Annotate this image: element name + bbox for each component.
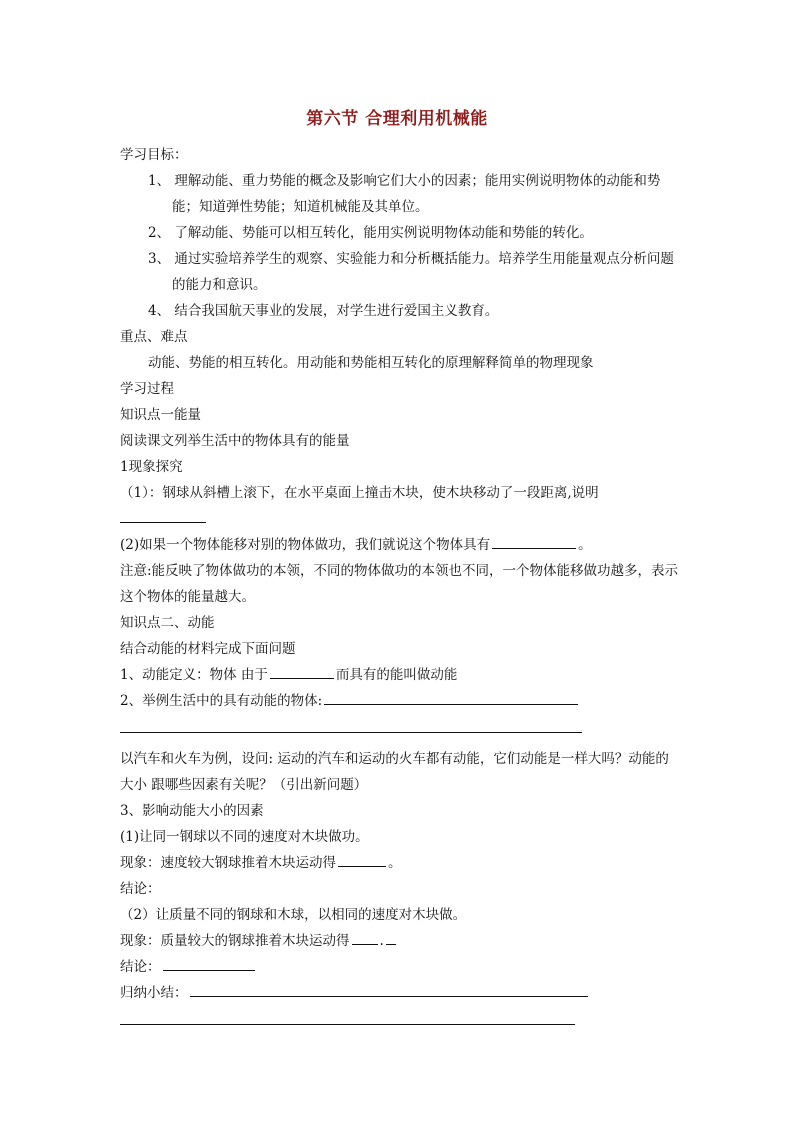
knowledge-point-1: 知识点一能量 xyxy=(120,407,201,423)
note-text: 注意:能反映了物体做功的本领，不同的物体做功的本领也不同，一个物体能移做功越多，表示这个物体的能量越大。 xyxy=(120,563,679,605)
answer-blank-phenomenon-2b[interactable] xyxy=(386,928,396,945)
answer-blank-q1[interactable] xyxy=(120,506,206,523)
experiment-2: （2）让质量不同的钢球和木球，以相同的速度对木块做。 xyxy=(120,907,467,923)
answer-blank-phenomenon-1[interactable] xyxy=(338,850,386,867)
objective-item-1: 1、 理解动能、重力势能的概念及影响它们大小的因素；能用实例说明物体的动能和势能；知道弹性势能；知道机械能及其单位。 xyxy=(148,173,661,215)
process-heading: 学习过程 xyxy=(120,381,174,397)
objective-item-2: 2、 了解动能、势能可以相互转化，能用实例说明物体动能和势能的转化。 xyxy=(148,225,593,241)
experiment-1: (1)让同一钢球以不同的速度对木块做功。 xyxy=(120,829,369,845)
summary-row xyxy=(120,980,680,1006)
conclusion-2-text: 结论： xyxy=(120,959,161,975)
question-1: （1）：钢球从斜槽上滚下，在水平桌面上撞击木块，使木块移动了一段距离,说明 xyxy=(120,485,599,501)
conclusion-1: 结论： xyxy=(120,881,161,897)
question-2-end: 。 xyxy=(578,537,592,553)
example-answer-row xyxy=(120,714,680,740)
phenomenon-2-end: . xyxy=(379,933,384,949)
reading-instruction: 阅读课文列举生活中的物体具有的能量 xyxy=(120,433,350,449)
phenomenon-2-row xyxy=(120,928,680,954)
car-question: 以汽车和火车为例，设问: 运动的汽车和运动的火车都有动能，它们动能是一样大吗？动能的大小 跟哪些因素有关呢？（引出新问题） xyxy=(120,751,669,793)
key-points-text: 动能、势能的相互转化。用动能和势能相互转化的原理解释简单的物理现象 xyxy=(148,355,594,371)
knowledge-point-2: 知识点二、动能 xyxy=(120,615,215,631)
answer-blank-summary-2[interactable] xyxy=(120,1008,575,1025)
objectives-heading: 学习目标： xyxy=(120,147,188,163)
question-2-text: (2)如果一个物体能移对别的物体做功，我们就说这个物体具有 xyxy=(120,537,491,553)
factors-heading: 3、影响动能大小的因素 xyxy=(120,803,264,819)
answer-blank-q2[interactable] xyxy=(492,532,576,549)
definition-text: 1、动能定义：物体 由于 xyxy=(120,667,268,683)
question-2-row xyxy=(120,532,680,558)
answer-blank-example[interactable] xyxy=(324,688,578,705)
phenomenon-explore: 1现象探究 xyxy=(120,459,183,475)
phenomenon-1-text: 现象：速度较大钢球推着木块运动得 xyxy=(120,855,336,871)
question-1-answer-row xyxy=(120,506,680,532)
example-row xyxy=(120,688,680,714)
document-body xyxy=(120,142,680,1032)
page-title: 第六节 合理利用机械能 xyxy=(306,109,488,129)
key-points-heading: 重点、难点 xyxy=(120,329,188,345)
material-instruction: 结合动能的材料完成下面问题 xyxy=(120,641,296,657)
summary-answer-row xyxy=(120,1006,680,1032)
phenomenon-1-row xyxy=(120,850,680,876)
answer-blank-example-2[interactable] xyxy=(120,716,582,733)
example-text: 2、举例生活中的具有动能的物体: xyxy=(120,693,323,709)
definition-end: 而具有的能叫做动能 xyxy=(335,667,458,683)
phenomenon-1-end: 。 xyxy=(388,855,402,871)
definition-row xyxy=(120,662,680,688)
answer-blank-phenomenon-2[interactable] xyxy=(352,928,378,945)
answer-blank-conclusion-2[interactable] xyxy=(163,954,255,971)
answer-blank-summary[interactable] xyxy=(190,980,588,997)
objective-item-4: 4、 结合我国航天事业的发展，对学生进行爱国主义教育。 xyxy=(148,303,499,319)
conclusion-2-row xyxy=(120,954,680,980)
answer-blank-definition[interactable] xyxy=(270,662,334,679)
summary-text: 归纳小结： xyxy=(120,985,188,1001)
phenomenon-2-text: 现象：质量较大的钢球推着木块运动得 xyxy=(120,933,350,949)
objective-item-3: 3、 通过实验培养学生的观察、实验能力和分析概括能力。培养学生用能量观点分析问题的能力和意识。 xyxy=(148,251,674,293)
